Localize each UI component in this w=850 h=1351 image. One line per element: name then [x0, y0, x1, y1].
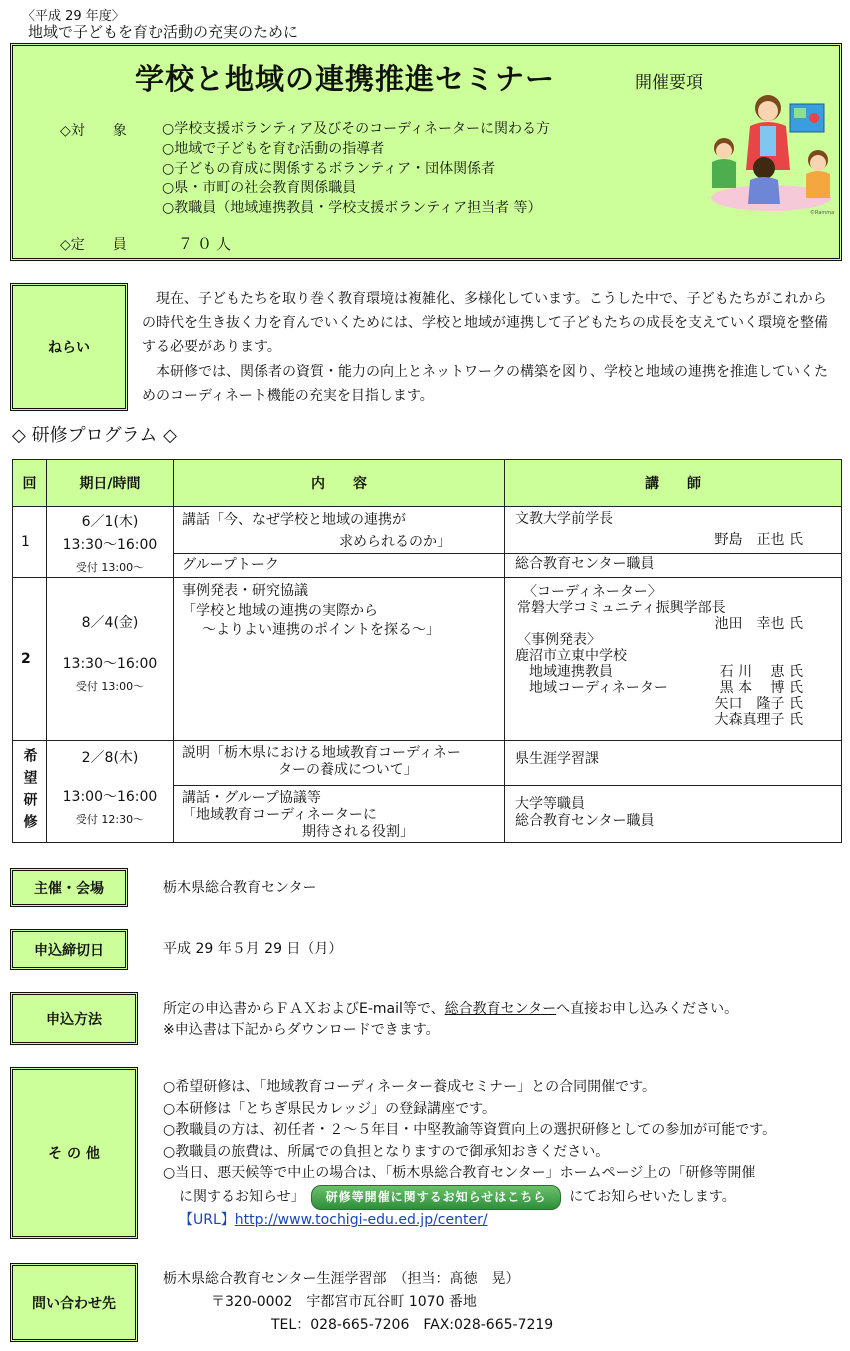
- session-reception: 受付 12:30〜: [75, 813, 145, 826]
- content-line: 講話・グループ協議等: [182, 790, 321, 806]
- other-item: ○希望研修は、「地域教育コーディネーター養成セミナー」との合同開催です。: [163, 1079, 656, 1095]
- other-item: ○教職員の方は、初任者・２〜５年目・中堅教諭等資質向上の選択研修としての参加が可能です。: [163, 1122, 777, 1138]
- lecturer-line: 常磐大学コミュニティ振興学部長: [517, 600, 726, 616]
- notice-button[interactable]: 研修等開催に関するお知らせはこちら: [311, 1185, 562, 1211]
- program-heading: ◇ 研修プログラム ◇: [12, 425, 177, 446]
- content-line: 事例発表・研究協議: [182, 583, 308, 599]
- col-header-content: 内 容: [174, 460, 505, 507]
- lecturer-line: 〈事例発表〉: [517, 632, 601, 648]
- session-lecturer: 総合教育センター職員: [505, 554, 842, 578]
- lecturer-line: 地域連携教員 石 川 恵 氏: [529, 664, 803, 680]
- col-header-no: 回: [13, 460, 47, 507]
- contact-phone: TEL：028-665-7206 FAX:028-665-7219: [271, 1317, 554, 1333]
- apply-label: 申込方法: [10, 992, 138, 1045]
- lecturer-line: 〈コーディネーター〉: [523, 584, 662, 600]
- session-content: [174, 741, 505, 786]
- organizer-value: 栃木県総合教育センター: [163, 880, 317, 896]
- program-header-row: [13, 460, 842, 507]
- apply-text: [163, 999, 738, 1041]
- col-header-date: 期日/時間: [47, 460, 174, 507]
- apply-line: 所定の申込書からＦＡＸおよびE-mail等で、総合教育センターへ直接お申し込みください。: [163, 1001, 739, 1017]
- contact-address: 〒320-0002 宇都宮市瓦谷町 1070 番地: [211, 1294, 477, 1310]
- aim-text: [142, 287, 840, 408]
- session-no-cell: [13, 741, 47, 843]
- session-lecturer: [505, 578, 842, 741]
- session-lecturer: 県生涯学習課: [505, 741, 842, 786]
- target-label: ◇対 象: [60, 123, 127, 139]
- content-line: 求められるのか」: [339, 534, 451, 550]
- other-item: ○教職員の旅費は、所属での負担となりますので御承知おきください。: [163, 1143, 610, 1160]
- lecturer-line: 総合教育センター職員: [515, 813, 655, 829]
- table-row: [13, 741, 842, 786]
- lecturer-line: 大森真理子 氏: [714, 712, 803, 728]
- lecturer-line: 野島 正也 氏: [714, 532, 803, 548]
- lecturer-line: 文教大学前学長: [515, 511, 613, 527]
- session-no: 1: [13, 507, 47, 578]
- target-item: ○学校支援ボランティア及びそのコーディネーターに関わる方: [162, 121, 550, 137]
- aim-paragraph: 本研修では、関係者の資質・能力の向上とネットワークの構築を図り、学校と地域の連携を推進していくためのコーディネート機能の充実を目指します。: [142, 363, 828, 404]
- url-line: 【URL】http://www.tochigi-edu.ed.jp/center/: [179, 1212, 488, 1228]
- session-content: [174, 507, 505, 554]
- session-content: グループトーク: [174, 554, 505, 578]
- session-date: 8／4(金): [81, 615, 139, 631]
- session-date-cell: [47, 578, 174, 741]
- apply-line: ※申込書は下記からダウンロードできます。: [163, 1022, 440, 1038]
- session-no: 2: [13, 578, 47, 741]
- session-lecturer: [505, 507, 842, 554]
- contact-label: 問い合わせ先: [10, 1263, 138, 1342]
- session-content: [174, 786, 505, 843]
- center-url-link[interactable]: http://www.tochigi-edu.ed.jp/center/: [234, 1212, 488, 1228]
- target-item: ○教職員（地域連携教員・学校支援ボランティア担当者 等）: [162, 200, 542, 217]
- children-reading-illustration: [706, 86, 836, 218]
- session-date-cell: [47, 507, 174, 578]
- session-date: 6／1(木): [81, 514, 139, 530]
- content-line: 講話「今、なぜ学校と地域の連携が: [182, 512, 406, 528]
- organizer-label: 主催・会場: [10, 868, 128, 907]
- other-item: に関するお知らせ」 研修等開催に関するお知らせはこちら にてお知らせいたします。: [163, 1185, 843, 1211]
- session-time: 13:00〜16:00: [62, 789, 158, 805]
- table-row: [13, 507, 842, 554]
- subtitle: 地域で子どもを育む活動の充実のために: [28, 23, 299, 41]
- page-title-suffix: 開催要項: [635, 73, 703, 93]
- session-lecturer: [505, 786, 842, 843]
- session-content: [174, 578, 505, 741]
- content-line: 「地域教育コーディネーターに: [182, 807, 377, 823]
- session-reception: 受付 13:00〜: [75, 680, 145, 693]
- lecturer-line: 池田 幸也 氏: [714, 616, 803, 632]
- lecturer-line: 大学等職員: [515, 796, 585, 812]
- deadline-value: 平成 29 年５月 29 日（月）: [163, 941, 343, 957]
- target-item: ○地域で子どもを育む活動の指導者: [162, 140, 385, 157]
- session-no: 希望研修: [21, 747, 38, 836]
- session-time: 13:30〜16:00: [62, 656, 158, 672]
- contact-line: 栃木県総合教育センター生涯学習部 （担当：髙徳 晃）: [163, 1271, 520, 1287]
- other-label: そ の 他: [10, 1067, 138, 1239]
- center-link[interactable]: 総合教育センター: [444, 1001, 557, 1017]
- content-line: 〜よりよい連携のポイントを探る〜」: [202, 622, 440, 638]
- session-time: 13:30〜16:00: [62, 537, 158, 553]
- target-item: ○子どもの育成に関係するボランティア・団体関係者: [162, 160, 496, 177]
- other-item: ○当日、悪天候等で中止の場合は、「栃木県総合教育センター」ホームページ上の「研修等開催: [163, 1165, 756, 1181]
- deadline-label: 申込締切日: [10, 929, 128, 970]
- col-header-lecturer: 講 師: [505, 460, 842, 507]
- other-item: ○本研修は「とちぎ県民カレッジ」の登録講座です。: [163, 1100, 496, 1117]
- capacity-label: ◇定 員: [60, 237, 127, 253]
- other-list: [163, 1077, 843, 1232]
- content-line: 期待される役割」: [302, 824, 414, 840]
- session-date-cell: [47, 741, 174, 843]
- target-item: ○県・市町の社会教育関係職員: [162, 180, 357, 197]
- aim-paragraph: 現在、子どもたちを取り巻く教育環境は複雑化、多様化しています。こうした中で、子どもたちがこれからの時代を生き抜く力を育んでいくためには、学校と地域が連携して子どもたちの成長を支えていく環境を整備する必要があります。: [142, 291, 828, 356]
- program-table: [12, 459, 842, 843]
- content-line: 説明「栃木県における地域教育コーディネー: [182, 745, 461, 761]
- table-row: [13, 578, 842, 741]
- lecturer-line: 地域コーディネーター 黒 本 博 氏: [529, 680, 803, 696]
- aim-label: ねらい: [10, 283, 128, 411]
- contact-text: [163, 1268, 553, 1337]
- capacity-value: ７０人: [178, 235, 236, 253]
- session-reception: 受付 13:00〜: [75, 561, 145, 574]
- target-list: [162, 120, 550, 219]
- page-title: 学校と地域の連携推進セミナー: [135, 62, 556, 96]
- content-line: 「学校と地域の連携の実際から: [182, 603, 378, 619]
- lecturer-line: 矢口 隆子 氏: [714, 696, 803, 712]
- fiscal-year: 〈平成 29 年度〉: [22, 9, 125, 24]
- content-line: ターの養成について」: [278, 762, 418, 778]
- session-date: 2／8(木): [81, 750, 139, 766]
- lecturer-line: 鹿沼市立東中学校: [515, 648, 627, 664]
- illustration-credit: ©Ramma: [810, 210, 835, 216]
